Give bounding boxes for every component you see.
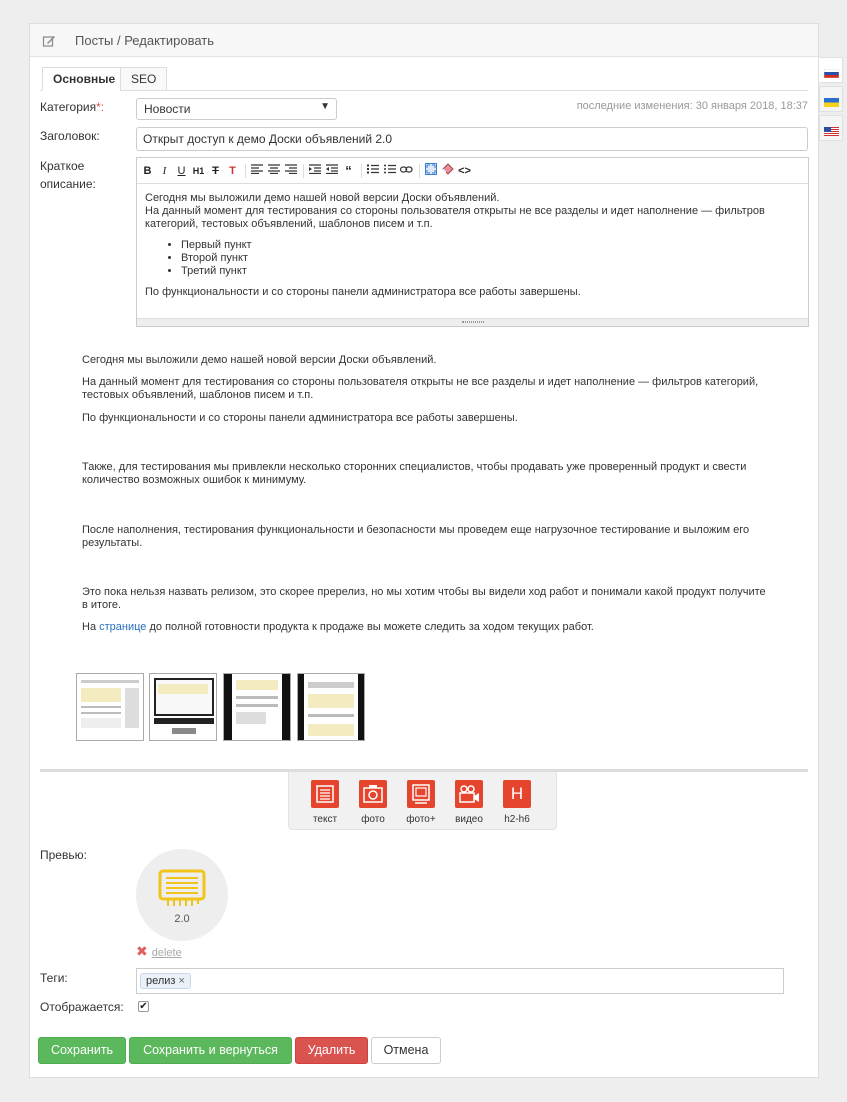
last-modified: последние изменения: 30 января 2018, 18:37 bbox=[576, 100, 808, 112]
close-icon: ✖ bbox=[136, 943, 148, 959]
short-label-line1: Краткое bbox=[40, 159, 85, 173]
preview-version: 2.0 bbox=[174, 913, 190, 925]
list-item: • Второй пункт bbox=[181, 252, 800, 265]
toolbar-separator bbox=[419, 164, 420, 178]
gallery-thumbnail[interactable] bbox=[223, 673, 291, 741]
editor-content[interactable] bbox=[137, 184, 808, 307]
block-gallery-button[interactable] bbox=[401, 780, 441, 825]
tags-label: Теги: bbox=[40, 971, 68, 985]
block-label: фото bbox=[361, 814, 385, 825]
toolbar-separator bbox=[245, 164, 246, 178]
visible-label: Отображается: bbox=[40, 1000, 124, 1014]
block-label: фото+ bbox=[406, 814, 436, 825]
block-photo-button[interactable] bbox=[353, 780, 393, 825]
panel-header bbox=[30, 24, 818, 57]
align-center-icon[interactable] bbox=[266, 163, 281, 179]
gallery-icon bbox=[407, 780, 435, 808]
block-text-button[interactable] bbox=[305, 780, 345, 825]
editor-toolbar bbox=[137, 158, 808, 184]
camera-icon bbox=[359, 780, 387, 808]
save-button[interactable]: Сохранить bbox=[38, 1037, 126, 1064]
block-heading-button[interactable] bbox=[497, 780, 537, 825]
align-right-icon[interactable] bbox=[283, 163, 298, 179]
breadcrumb: Посты / Редактировать bbox=[75, 33, 215, 48]
delete-preview-button[interactable] bbox=[136, 943, 182, 960]
tag-chip bbox=[140, 973, 191, 989]
preview-board-icon bbox=[156, 869, 208, 909]
content-paragraph: По функциональности и со стороны панели администратора все работы завершены. bbox=[82, 412, 518, 424]
gallery-thumbnail[interactable] bbox=[297, 673, 365, 741]
text-color-button[interactable]: T bbox=[229, 164, 236, 177]
gallery-thumbnail[interactable] bbox=[149, 673, 217, 741]
editor-list bbox=[145, 239, 800, 278]
italic-button[interactable]: I bbox=[162, 164, 167, 177]
short-description-editor[interactable] bbox=[136, 157, 809, 327]
blockquote-icon[interactable]: “ bbox=[345, 162, 352, 178]
tags-input[interactable] bbox=[136, 968, 784, 994]
ordered-list-icon[interactable] bbox=[365, 163, 380, 179]
edit-icon bbox=[42, 34, 56, 48]
tab-main[interactable]: Основные bbox=[42, 67, 126, 91]
us-flag-icon[interactable] bbox=[819, 115, 843, 141]
page-link[interactable]: странице bbox=[99, 621, 147, 633]
block-label: h2-h6 bbox=[504, 814, 530, 825]
category-value: Новости bbox=[144, 102, 191, 116]
ru-flag-icon[interactable] bbox=[819, 57, 843, 83]
required-mark: *: bbox=[96, 100, 105, 114]
ua-flag-icon[interactable] bbox=[819, 86, 843, 112]
category-select[interactable] bbox=[136, 98, 337, 120]
text-fragment: до полной готовности продукта к продаже вы можете следить за ходом текущих работ. bbox=[146, 621, 594, 633]
block-video-button[interactable] bbox=[449, 780, 489, 825]
delete-button[interactable]: Удалить bbox=[295, 1037, 368, 1064]
toolbar-separator bbox=[361, 164, 362, 178]
block-label: текст bbox=[312, 814, 338, 825]
tab-seo[interactable]: SEO bbox=[120, 67, 167, 91]
video-icon bbox=[455, 780, 483, 808]
remove-tag-icon[interactable]: × bbox=[178, 975, 185, 987]
content-paragraph: Это пока нельзя назвать релизом, это скорее пререлиз, но мы хотим чтобы вы видели ход работ и понимали какой продукт получите в итоге. bbox=[82, 586, 766, 611]
list-item: • Третий пункт bbox=[181, 265, 800, 278]
block-picker bbox=[288, 772, 557, 830]
save-and-return-button[interactable]: Сохранить и вернуться bbox=[129, 1037, 292, 1064]
preview-image[interactable] bbox=[136, 849, 228, 941]
short-description-label bbox=[40, 157, 96, 193]
eraser-icon[interactable] bbox=[440, 163, 455, 179]
editor-paragraph: Сегодня мы выложили демо нашей новой версии Доски объявлений. bbox=[145, 192, 500, 204]
tag-text: релиз bbox=[146, 975, 176, 987]
editor-paragraph: На данный момент для тестирования со стороны пользователя открыты не все разделы и идет наполнение — фильтров категорий, тестовых объявлений, шаблонов писем и т.п. bbox=[145, 205, 765, 230]
heading-button[interactable]: H1 bbox=[192, 165, 205, 176]
gallery-thumbnail[interactable] bbox=[76, 673, 144, 741]
category-label bbox=[40, 98, 104, 116]
title-input[interactable]: Открыт доступ к демо Доски объявлений 2.0 bbox=[136, 127, 808, 151]
content-paragraph: После наполнения, тестирования функциональности и безопасности мы проведем еще нагрузочное тестирование и выложим его результаты. bbox=[82, 524, 750, 549]
fullscreen-icon[interactable] bbox=[423, 163, 438, 179]
text-fragment: На bbox=[82, 621, 100, 633]
short-label-line2: описание: bbox=[40, 177, 96, 191]
post-edit-panel bbox=[29, 23, 819, 1078]
visible-checkbox[interactable]: ✔ bbox=[139, 1001, 148, 1012]
content-paragraph: На данный момент для тестирования со стороны пользователя открыты не все разделы и идет наполнение — фильтров категорий, тестовых объявлений, шаблонов писем и т.п. bbox=[82, 376, 759, 401]
underline-button[interactable]: U bbox=[177, 164, 186, 177]
bold-button[interactable]: B bbox=[143, 164, 152, 177]
content-paragraph bbox=[82, 621, 772, 634]
tab-bar bbox=[40, 67, 808, 91]
content-paragraph: Также, для тестирования мы привлекли несколько сторонних специалистов, чтобы продавать уже проверенный продукт и свести количество возможных ошибок к минимуму. bbox=[82, 461, 747, 486]
strikethrough-button[interactable]: T bbox=[212, 164, 219, 177]
toolbar-separator bbox=[303, 164, 304, 178]
title-label: Заголовок: bbox=[40, 129, 100, 143]
preview-label: Превью: bbox=[40, 848, 87, 862]
cancel-button[interactable]: Отмена bbox=[371, 1037, 441, 1064]
outdent-icon[interactable] bbox=[324, 163, 339, 179]
heading-icon: H bbox=[503, 780, 531, 808]
content-paragraph: Сегодня мы выложили демо нашей новой версии Доски объявлений. bbox=[82, 354, 437, 366]
list-item: • Первый пункт bbox=[181, 239, 800, 252]
link-icon[interactable] bbox=[399, 163, 414, 179]
block-label: видео bbox=[455, 814, 483, 825]
category-label-text: Категория bbox=[40, 100, 97, 114]
align-left-icon[interactable] bbox=[249, 163, 264, 179]
unordered-list-icon[interactable] bbox=[382, 163, 397, 179]
editor-resize-handle[interactable] bbox=[137, 318, 808, 326]
text-icon bbox=[311, 780, 339, 808]
delete-label: delete bbox=[151, 947, 182, 959]
indent-icon[interactable] bbox=[307, 163, 322, 179]
caret-down-icon: ▼ bbox=[320, 101, 330, 112]
editor-paragraph: По функциональности и со стороны панели администратора все работы завершены. bbox=[145, 286, 581, 298]
code-icon[interactable]: <> bbox=[458, 164, 471, 177]
